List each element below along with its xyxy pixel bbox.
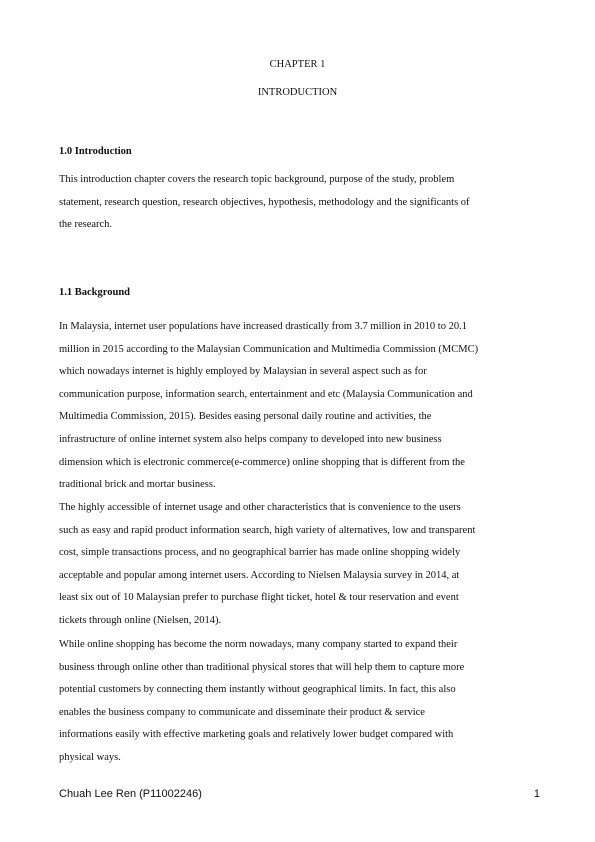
text-line: statement, research question, research objectives, hypothesis, methodology and the significants of — [59, 196, 470, 208]
text-line: which nowadays internet is highly employed by Malaysian in several aspect such as for — [59, 366, 427, 378]
text-line: The highly accessible of internet usage and other characteristics that is convenience to the users — [59, 502, 461, 513]
background-paragraph-3 — [59, 638, 539, 774]
section-heading-background: 1.1 Background — [59, 287, 130, 298]
text-line: Multimedia Commission, 2015). Besides easing personal daily routine and activities, the — [59, 411, 432, 423]
background-paragraph-1 — [59, 320, 539, 501]
intro-paragraph — [59, 173, 539, 241]
footer-author: Chuah Lee Ren (P11002246) — [59, 788, 202, 800]
text-line: cost, simple transactions process, and no geographical barrier has made online shopping widely — [59, 547, 461, 559]
chapter-title: INTRODUCTION — [257, 87, 338, 98]
text-line: million in 2015 according to the Malaysian Communication and Multimedia Commission (MCMC) — [59, 343, 479, 355]
text-line: acceptable and popular among internet users. According to Nielsen Malaysia survey in 2014, at — [59, 569, 460, 581]
text-line: informations easily with effective marketing goals and relatively lower budget compared with — [59, 729, 454, 741]
text-line: enables the business company to communicate and disseminate their product & service — [59, 706, 425, 718]
background-paragraph-2 — [59, 501, 539, 637]
text-line: traditional brick and mortar business. — [59, 479, 216, 491]
section-heading-introduction: 1.0 Introduction — [59, 146, 132, 157]
text-line: While online shopping has become the norm nowadays, many company started to expand their — [59, 639, 458, 650]
text-line: This introduction chapter covers the research topic background, purpose of the study, problem — [59, 174, 455, 185]
text-line: communication purpose, information search, entertainment and etc (Malaysia Communication and — [59, 388, 473, 400]
text-line: tickets through online (Nielsen, 2014). — [59, 614, 222, 626]
chapter-label: CHAPTER 1 — [269, 59, 326, 70]
text-line: business through online other than traditional physical stores that will help them to capture more — [59, 661, 465, 673]
text-line: dimension which is electronic commerce(e-commerce) online shopping that is different from the — [59, 456, 465, 468]
text-line: potential customers by connecting them instantly without geographical limits. In fact, this also — [59, 684, 456, 696]
footer-page-number: 1 — [533, 788, 540, 800]
text-line: least six out of 10 Malaysian prefer to purchase flight ticket, hotel & tour reservation and event — [59, 592, 459, 604]
text-line: the research. — [59, 219, 113, 231]
text-line: such as easy and rapid product information search, high variety of alternatives, low and transparent — [59, 524, 476, 536]
text-line: In Malaysia, internet user populations have increased drastically from 3.7 million in 2010 to 20.1 — [59, 321, 467, 332]
text-line: infrastructure of online internet system also helps company to developed into new business — [59, 433, 442, 445]
text-line: physical ways. — [59, 751, 121, 763]
